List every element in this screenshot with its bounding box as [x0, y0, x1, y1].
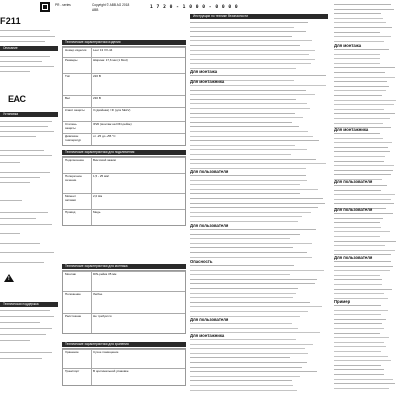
model-short: PR - series [55, 3, 71, 7]
table-value: Винтовой зажим [93, 158, 116, 162]
spec-table-4 [62, 348, 186, 386]
warning-icon [4, 274, 14, 282]
spec-table-2 [62, 156, 186, 226]
eac-mark: EAC [8, 94, 26, 104]
section-heading: Пример [334, 299, 351, 304]
table-value: 1,5 - 25 мм² [93, 174, 110, 178]
order-code: 1 7 2 0 - 1 0 0 0 - 0 0 0 0 [150, 5, 239, 10]
table-key: Диапазон температур [65, 134, 82, 142]
table-key: Вес [65, 96, 71, 100]
table-value: от -25 до +55 °C [93, 134, 116, 138]
table-value: IP20 (монтаж на DIN-рейке) [93, 122, 132, 126]
section-heading: Для пользователя [334, 207, 373, 212]
spec-table-1 [62, 46, 186, 146]
table-key: Положение [65, 292, 81, 296]
section-heading: Для пользователя [190, 223, 229, 228]
spec-table-3 [62, 270, 186, 334]
copyright: Copyright © ABB AG 2018 [92, 3, 130, 7]
table-key: Провод [65, 210, 76, 214]
table-2-header: Технические характеристики для подключения [62, 150, 186, 155]
table-key: Монтаж [65, 272, 76, 276]
table-value: Не требуется [93, 314, 112, 318]
section-heading: Для монтажника [190, 79, 225, 84]
table-value: 230 B [93, 96, 101, 100]
order-label: ABB [92, 8, 99, 12]
table-value: Сухое помещение [93, 350, 119, 354]
section-heading: Для монтажа [190, 69, 218, 74]
table-key: Подключение [65, 158, 85, 162]
table-key: Размеры [65, 58, 78, 62]
table-key: Момент затяжки [65, 194, 76, 202]
table-key: Номер изделия [65, 48, 87, 52]
header [0, 0, 400, 14]
table-key: Поперечное сечение [65, 174, 82, 182]
section-heading: Опасность [190, 259, 213, 264]
table-key: Степень защиты [65, 122, 77, 130]
section-heading: Для монтажа [334, 43, 362, 48]
doc-title: F211 [0, 16, 21, 26]
table-value: Ширина: 17,6 мм (1 Mod) [93, 58, 128, 62]
table-value: DIN-рейка 35 мм [93, 272, 117, 276]
table-1-header: Технические характеристики изделия [62, 40, 186, 45]
table-4-header: Технические характеристики для хранения [62, 342, 186, 347]
table-value: 220 В [93, 74, 101, 78]
section-heading: Для пользователя [334, 255, 373, 260]
table-value: Любое [93, 292, 103, 296]
section-heading: Для пользователя [190, 169, 229, 174]
table-3-header: Технические характеристики для монтажа [62, 264, 186, 269]
table-value: Leer 13 VX-44 [93, 48, 113, 52]
table-key: Хранение [65, 350, 79, 354]
left-section-bar-2: Установка [0, 112, 58, 117]
safety-bar: Инструкции по технике безопасности [190, 14, 328, 19]
table-key: Класс защиты [65, 108, 85, 112]
section-heading: Для монтажника [334, 127, 369, 132]
section-heading: Для пользователя [334, 179, 373, 184]
section-heading: Для монтажника [190, 333, 225, 338]
table-key: Расстояние [65, 314, 82, 318]
table-value: Медь [93, 210, 101, 214]
qr-code-icon [40, 2, 50, 12]
table-value: В оригинальной упаковке [93, 369, 129, 373]
left-section-bar-3: Техническая поддержка [0, 302, 58, 307]
section-heading: Для пользователя [190, 317, 229, 322]
table-key: Тип [65, 74, 71, 78]
table-key: Транспорт [65, 369, 80, 373]
table-value: 2,0 Нм [93, 194, 103, 198]
left-section-bar-1: Описание [0, 46, 58, 51]
table-value: II (двойная) / III (для SELV) [93, 108, 131, 112]
